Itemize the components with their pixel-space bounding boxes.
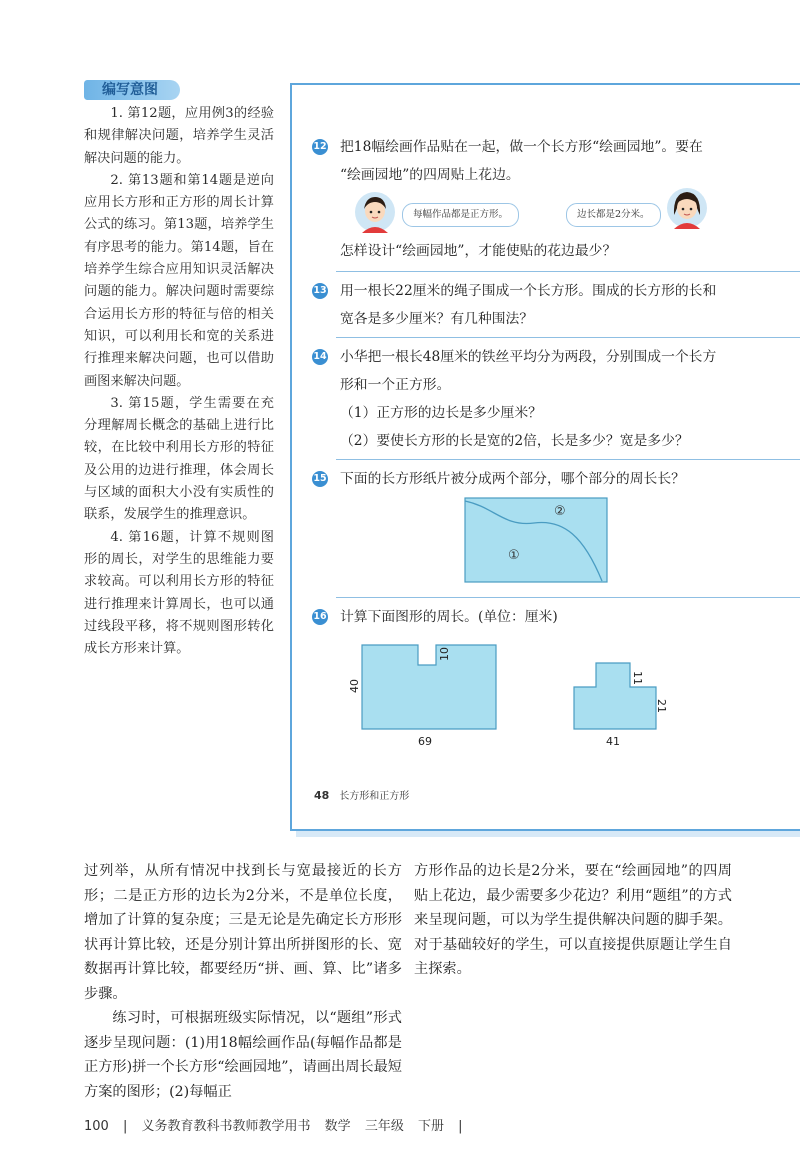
boy-avatar-icon — [354, 189, 396, 235]
divider — [336, 459, 800, 460]
footer-page-number: 100 — [84, 1119, 109, 1134]
question-number-16: 16 — [312, 609, 328, 625]
footer-subject: 数学 — [324, 1119, 351, 1134]
footer-book-title: 义务教育教科书教师教学用书 — [141, 1119, 311, 1134]
girl-avatar-icon — [666, 185, 708, 231]
footer-separator: | — [122, 1119, 128, 1134]
q14-sub-1: （1）正方形的边长是多少厘米？ — [340, 405, 542, 421]
shape1-left-label: 40 — [348, 679, 361, 693]
divider — [336, 337, 800, 338]
sidebar-paragraph-1: 1. 第12题，应用例3的经验和规律解决问题，培养学生灵活解决问题的能力。 — [84, 106, 274, 166]
page-footer — [84, 1115, 473, 1134]
sidebar-paragraph-3: 3. 第15题，学生需要在充分理解周长概念的基础上进行比较，在比较中利用长方形的特征及公用的边进行推理，体会周长与区域的面积大小没有实质性的联系，发展学生的推理意识。 — [84, 395, 274, 523]
question-number-12: 12 — [312, 139, 328, 155]
divider — [336, 271, 800, 272]
sidebar-paragraph-4: 4. 第16题，计算不规则图形的周长，对学生的思维能力要求较高。可以利用长方形的特征进行推理来计算周长，也可以通过线段平移，将不规则图形转化成长方形来计算。 — [84, 529, 274, 657]
sidebar-title: 编写意图 — [84, 80, 180, 100]
q13-line-1: 用一根长22厘米的绳子围成一个长方形。围成的长方形的长和 — [340, 283, 717, 299]
shape2-top-label: 11 — [631, 671, 644, 685]
textbook-section-name: 长方形和正方形 — [339, 791, 410, 802]
textbook-page-panel — [290, 83, 800, 831]
footer-separator-end: | — [458, 1119, 463, 1134]
divided-rectangle-figure — [464, 497, 608, 583]
question-number-14: 14 — [312, 349, 328, 365]
body-paragraph-1: 过列举，从所有情况中找到长与宽最接近的长方形；二是正方形的边长为2分米，不是单位长度，增加了计算的复杂度；三是无论是先确定长方形形状再计算比较，还是分别计算出所拼图形的长、宽数据再计算比较，都要经历“拼、画、算、比”诸多步骤。 — [84, 863, 402, 1002]
q14-line-1: 小华把一根长48厘米的铁丝平均分为两段，分别围成一个长方 — [340, 349, 717, 365]
q15-line-1: 下面的长方形纸片被分成两个部分，哪个部分的周长长？ — [340, 471, 685, 487]
q13-line-2: 宽各是多少厘米？有几种围法？ — [340, 311, 534, 327]
textbook-page-footer — [314, 787, 409, 802]
footer-grade: 三年级 — [364, 1119, 404, 1134]
question-number-15: 15 — [312, 471, 328, 487]
speech-bubble-right: 边长都是2分米。 — [566, 203, 661, 227]
part-1-label: ① — [508, 548, 520, 563]
shape2-right-label: 21 — [655, 699, 668, 713]
q14-sub-2: （2）要使长方形的长是宽的2倍，长是多少？宽是多少？ — [340, 433, 689, 449]
q12-line-1: 把18幅绘画作品贴在一起，做一个长方形“绘画园地”。要在 — [340, 139, 703, 155]
speech-bubble-left: 每幅作品都是正方形。 — [402, 203, 519, 227]
question-15 — [313, 465, 786, 493]
sidebar-text — [84, 103, 274, 660]
divider — [336, 597, 800, 598]
shape2-bottom-label: 41 — [606, 735, 620, 748]
body-paragraph-3: 方形作品的边长是2分米，要在“绘画园地”的四周贴上花边，最少需要多少花边？利用“题组”的方式来呈现问题，可以为学生提供解决问题的脚手架。对于基础较好的学生，可以直接提供原题让学生自主探索。 — [414, 863, 732, 977]
irregular-shape-2 — [570, 659, 690, 751]
part-2-label: ② — [554, 504, 566, 519]
body-paragraph-2: 练习时，可根据班级实际情况，以“题组”形式逐步呈现问题：(1)用18幅绘画作品(每幅作品都是正方形)拼一个长方形“绘画园地”，请画出周长最短方案的图形；(2)每幅正 — [84, 1010, 402, 1100]
question-number-13: 13 — [312, 283, 328, 299]
question-13 — [313, 277, 786, 333]
q12-line-2: “绘画园地”的四周贴上花边。 — [340, 167, 520, 183]
q12-line-3: 怎样设计“绘画园地”，才能使贴的花边最少？ — [340, 243, 617, 259]
footer-volume: 下册 — [417, 1119, 444, 1134]
q14-line-2: 形和一个正方形。 — [340, 377, 451, 393]
sidebar-paragraph-2: 2. 第13题和第14题是逆向应用长方形和正方形的周长计算公式的练习。第13题，培养学生有序思考的能力。第14题，旨在培养学生综合应用知识灵活解决问题的能力。解决问题时需要综合运用长方形的特征与倍的相关知识，可以利用长和宽的关系进行推理来解决问题，也可以借助画图来解决问题。 — [84, 172, 274, 389]
q16-line-1: 计算下面图形的周长。(单位：厘米) — [340, 609, 558, 625]
shape1-bottom-label: 69 — [418, 735, 432, 748]
question-12-prompt — [316, 237, 786, 265]
shape1-notch-label: 10 — [438, 647, 451, 661]
question-12 — [313, 133, 786, 189]
question-16 — [313, 603, 786, 631]
body-left-column — [84, 859, 402, 1104]
textbook-page-number: 48 — [314, 789, 330, 802]
irregular-shape-1 — [346, 643, 506, 751]
body-right-column — [414, 859, 732, 982]
question-14 — [313, 343, 786, 455]
